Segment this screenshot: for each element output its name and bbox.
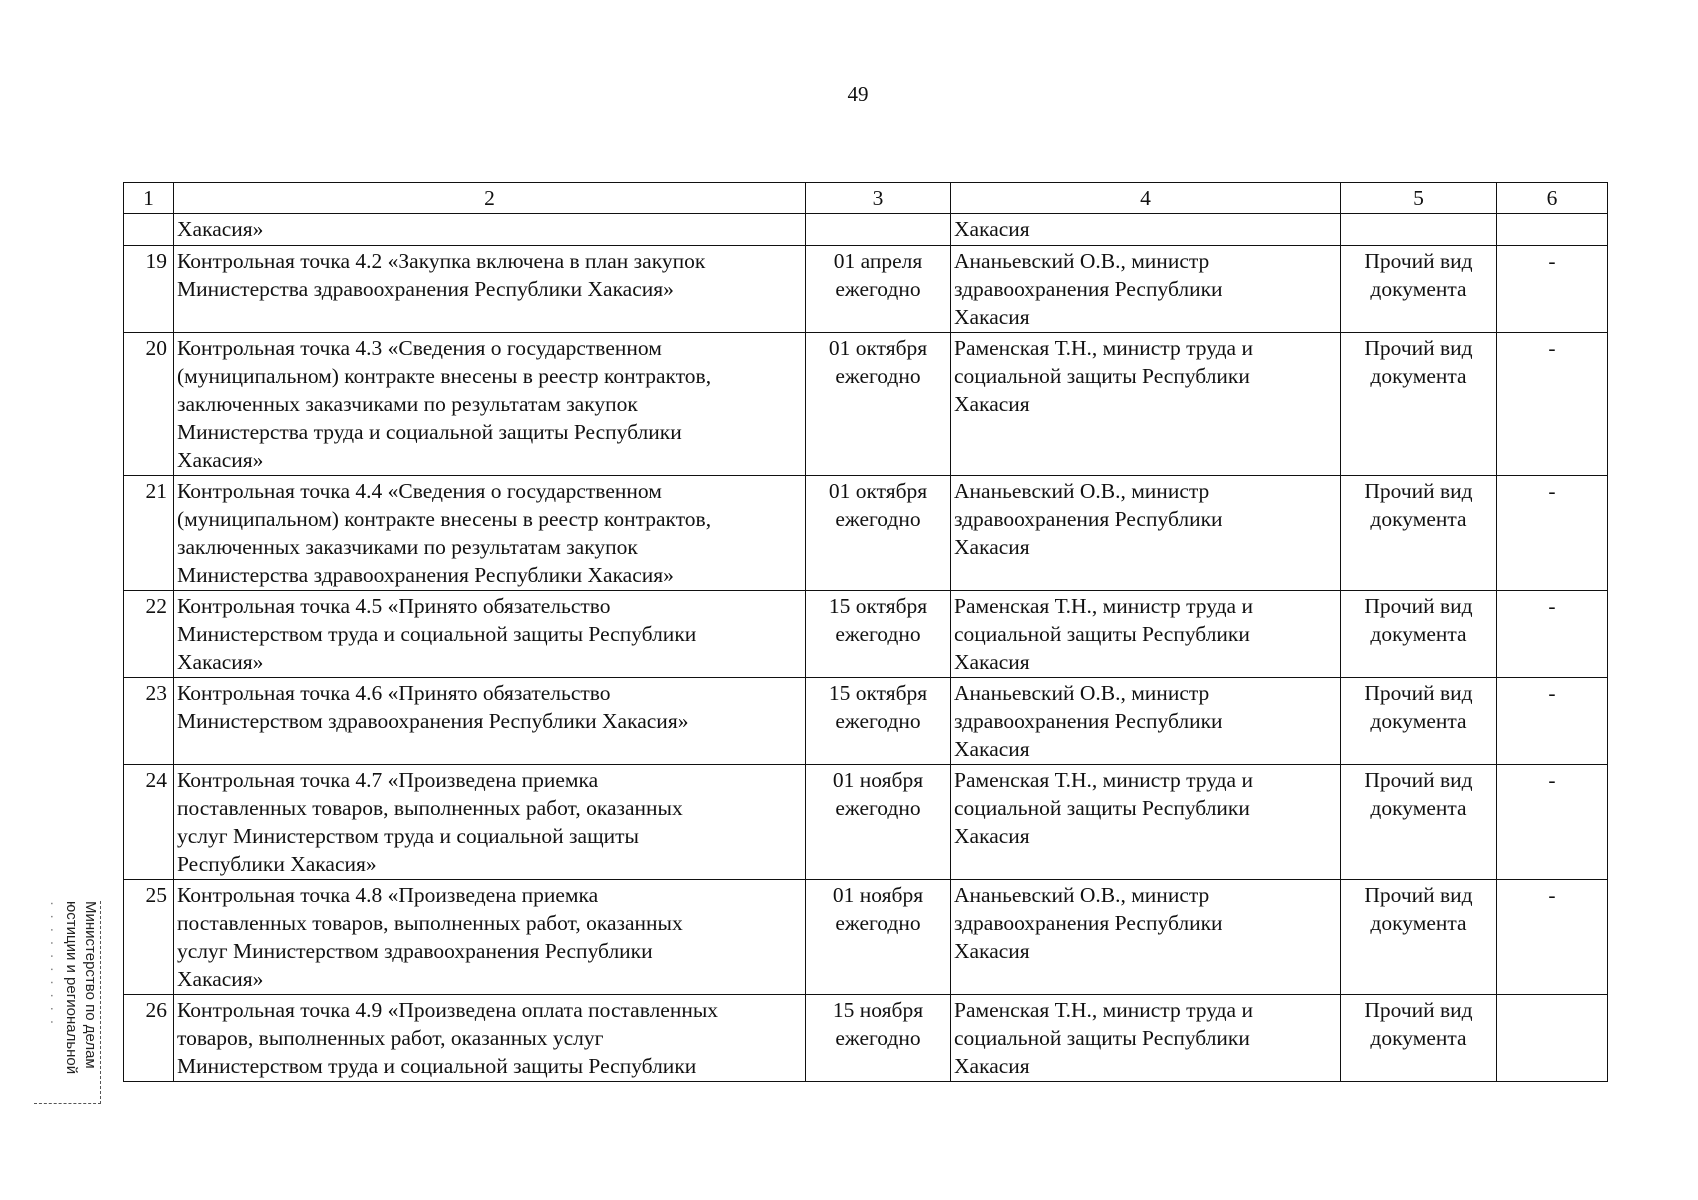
document-type-cell <box>1341 995 1497 1082</box>
responsible-person-line: Хакасия <box>954 1054 1030 1078</box>
note-mark: - <box>1548 594 1556 618</box>
deadline-line: ежегодно <box>835 507 921 531</box>
responsible-person-line: социальной защиты Республики <box>954 1026 1250 1050</box>
row-number-cell <box>124 880 174 995</box>
responsible-person-cell <box>951 214 1341 246</box>
table-row <box>124 214 1608 246</box>
table-row <box>124 995 1608 1082</box>
row-number: 25 <box>145 883 167 907</box>
control-point-text-line: (муниципальном) контракте внесены в реестр контрактов, <box>177 364 712 388</box>
document-type-line: Прочий вид <box>1364 249 1473 273</box>
document-type-line: Прочий вид <box>1364 479 1473 503</box>
note-mark-cell <box>1497 880 1608 995</box>
control-point-text-line: Хакасия» <box>177 650 264 674</box>
document-type-cell <box>1341 678 1497 765</box>
control-point-text-line: Хакасия» <box>177 448 264 472</box>
note-mark: - <box>1548 479 1556 503</box>
responsible-person-cell <box>951 333 1341 476</box>
deadline-line: ежегодно <box>835 709 921 733</box>
deadline-line: ежегодно <box>835 277 921 301</box>
control-point-text-line: Министерства здравоохранения Республики Хакасия» <box>177 277 674 301</box>
control-point-text-line: поставленных товаров, выполненных работ, оказанных <box>177 796 683 820</box>
control-point-text-line: Министерством труда и социальной защиты Республики <box>177 622 697 646</box>
responsible-person-cell <box>951 591 1341 678</box>
responsible-person-line: Раменская Т.Н., министр труда и <box>954 768 1253 792</box>
control-point-text-cell <box>174 214 806 246</box>
control-point-text-line: (муниципальном) контракте внесены в реестр контрактов, <box>177 507 712 531</box>
responsible-person-line: социальной защиты Республики <box>954 622 1250 646</box>
responsible-person-cell <box>951 880 1341 995</box>
document-type-cell <box>1341 214 1497 246</box>
deadline-cell <box>806 995 951 1082</box>
control-point-text-line: Контрольная точка 4.2 «Закупка включена в план закупок <box>177 249 706 273</box>
column-header: 4 <box>951 183 1341 214</box>
note-mark: - <box>1548 681 1556 705</box>
deadline-line: 01 октября <box>828 336 928 360</box>
document-type-cell <box>1341 476 1497 591</box>
column-header: 2 <box>174 183 806 214</box>
note-mark-cell <box>1497 214 1608 246</box>
note-mark: - <box>1548 249 1556 273</box>
control-point-text-line: услуг Министерством труда и социальной защиты <box>177 824 639 848</box>
responsible-person-line: Хакасия <box>954 650 1030 674</box>
control-point-text-line: поставленных товаров, выполненных работ, оказанных <box>177 911 683 935</box>
table-row <box>124 591 1608 678</box>
deadline-cell <box>806 476 951 591</box>
responsible-person-line: социальной защиты Республики <box>954 364 1250 388</box>
responsible-person-line: социальной защиты Республики <box>954 796 1250 820</box>
deadline-cell <box>806 246 951 333</box>
row-number-cell <box>124 591 174 678</box>
control-point-text-line: Контрольная точка 4.8 «Произведена приемка <box>177 883 599 907</box>
row-number-cell <box>124 995 174 1082</box>
document-type-line: документа <box>1370 911 1467 935</box>
deadline-line: ежегодно <box>835 1026 921 1050</box>
deadline-cell <box>806 333 951 476</box>
document-type-line: Прочий вид <box>1364 768 1473 792</box>
document-type-cell <box>1341 246 1497 333</box>
responsible-person-line: здравоохранения Республики <box>954 911 1223 935</box>
document-type-line: документа <box>1370 507 1467 531</box>
row-number-cell <box>124 214 174 246</box>
stamp-line: Министерство по делам <box>82 901 99 1069</box>
row-number-cell <box>124 476 174 591</box>
document-type-line: документа <box>1370 796 1467 820</box>
responsible-person-line: Хакасия <box>954 392 1030 416</box>
document-type-line: Прочий вид <box>1364 681 1473 705</box>
table-body <box>124 183 1608 1082</box>
row-number: 19 <box>145 249 167 273</box>
responsible-person-line: Раменская Т.Н., министр труда и <box>954 594 1253 618</box>
row-number: 20 <box>145 336 167 360</box>
row-number-cell <box>124 678 174 765</box>
responsible-person-line: Хакасия <box>954 305 1030 329</box>
document-type-line: документа <box>1370 277 1467 301</box>
responsible-person-line: Ананьевский О.В., министр <box>954 479 1210 503</box>
note-mark-cell <box>1497 246 1608 333</box>
responsible-person-line: Ананьевский О.В., министр <box>954 249 1210 273</box>
table-row <box>124 880 1608 995</box>
control-point-text-cell <box>174 246 806 333</box>
control-point-text-line: Контрольная точка 4.6 «Принято обязательство <box>177 681 611 705</box>
document-type-line: документа <box>1370 622 1467 646</box>
responsible-person-line: Раменская Т.Н., министр труда и <box>954 336 1253 360</box>
control-point-text-line: Контрольная точка 4.9 «Произведена оплата поставленных <box>177 998 719 1022</box>
responsible-person-line: Хакасия <box>954 939 1030 963</box>
row-number: 24 <box>145 768 167 792</box>
responsible-person-line: Раменская Т.Н., министр труда и <box>954 998 1253 1022</box>
responsible-person-line: Хакасия <box>954 535 1030 559</box>
document-type-line: документа <box>1370 1026 1467 1050</box>
responsible-person-line: Хакасия <box>954 737 1030 761</box>
control-point-text-line: Контрольная точка 4.7 «Произведена приемка <box>177 768 599 792</box>
control-point-text-line: заключенных заказчиками по результатам закупок <box>177 392 638 416</box>
document-type-line: Прочий вид <box>1364 998 1473 1022</box>
responsible-person-line: Хакасия <box>954 217 1030 241</box>
control-point-text-line: Контрольная точка 4.3 «Сведения о государственном <box>177 336 662 360</box>
control-point-text-line: Министерством труда и социальной защиты Республики <box>177 1054 697 1078</box>
deadline-cell <box>806 765 951 880</box>
row-number-cell <box>124 765 174 880</box>
control-point-text-line: Хакасия» <box>177 967 264 991</box>
control-point-text-cell <box>174 333 806 476</box>
column-header: 5 <box>1341 183 1497 214</box>
table-header-row <box>124 183 1608 214</box>
page-number: 49 <box>847 82 869 106</box>
control-point-text-line: услуг Министерством здравоохранения Республики <box>177 939 653 963</box>
deadline-line: 01 ноября <box>832 768 924 792</box>
deadline-line: 01 апреля <box>833 249 923 273</box>
row-number: 26 <box>145 998 167 1022</box>
deadline-line: ежегодно <box>835 911 921 935</box>
control-point-text-line: Министерства труда и социальной защиты Республики <box>177 420 682 444</box>
document-type-line: Прочий вид <box>1364 336 1473 360</box>
note-mark-cell <box>1497 995 1608 1082</box>
table-row <box>124 476 1608 591</box>
responsible-person-line: Хакасия <box>954 824 1030 848</box>
responsible-person-cell <box>951 678 1341 765</box>
deadline-cell <box>806 678 951 765</box>
document-type-line: Прочий вид <box>1364 883 1473 907</box>
responsible-person-line: здравоохранения Республики <box>954 507 1223 531</box>
document-type-cell <box>1341 765 1497 880</box>
control-point-text-line: товаров, выполненных работ, оказанных услуг <box>177 1026 604 1050</box>
deadline-cell <box>806 591 951 678</box>
row-number: 22 <box>145 594 167 618</box>
control-point-text-cell <box>174 591 806 678</box>
note-mark: - <box>1548 883 1556 907</box>
deadline-line: ежегодно <box>835 622 921 646</box>
control-point-text-line: Контрольная точка 4.4 «Сведения о государственном <box>177 479 662 503</box>
column-header: 1 <box>124 183 174 214</box>
row-number-cell <box>124 246 174 333</box>
document-type-cell <box>1341 880 1497 995</box>
control-point-text-line: Хакасия» <box>177 217 264 241</box>
note-mark-cell <box>1497 678 1608 765</box>
table-row <box>124 678 1608 765</box>
column-header: 3 <box>806 183 951 214</box>
table-row <box>124 333 1608 476</box>
deadline-line: 15 ноября <box>832 998 924 1022</box>
table-row <box>124 246 1608 333</box>
deadline-line: 15 октября <box>828 681 928 705</box>
responsible-person-line: здравоохранения Республики <box>954 277 1223 301</box>
control-point-text-line: Министерством здравоохранения Республики Хакасия» <box>177 709 689 733</box>
control-point-text-line: Контрольная точка 4.5 «Принято обязательство <box>177 594 611 618</box>
responsible-person-cell <box>951 765 1341 880</box>
row-number: 21 <box>145 479 167 503</box>
deadline-cell <box>806 880 951 995</box>
deadline-line: ежегодно <box>835 364 921 388</box>
control-point-text-cell <box>174 765 806 880</box>
document-type-line: Прочий вид <box>1364 594 1473 618</box>
responsible-person-line: Ананьевский О.В., министр <box>954 883 1210 907</box>
row-number-cell <box>124 333 174 476</box>
row-number: 23 <box>145 681 167 705</box>
responsible-person-cell <box>951 476 1341 591</box>
table-row <box>124 765 1608 880</box>
note-mark-cell <box>1497 765 1608 880</box>
note-mark-cell <box>1497 476 1608 591</box>
document-type-line: документа <box>1370 709 1467 733</box>
stamp-faint-line: · · · · · · · · · · <box>44 901 61 1027</box>
control-point-text-cell <box>174 995 806 1082</box>
deadline-line: 15 октября <box>828 594 928 618</box>
document-type-cell <box>1341 591 1497 678</box>
control-points-table <box>123 182 1608 1082</box>
note-mark-cell <box>1497 591 1608 678</box>
note-mark-cell <box>1497 333 1608 476</box>
control-point-text-cell <box>174 678 806 765</box>
responsible-person-line: здравоохранения Республики <box>954 709 1223 733</box>
registration-stamp <box>34 901 101 1104</box>
responsible-person-cell <box>951 995 1341 1082</box>
deadline-line: 01 ноября <box>832 883 924 907</box>
responsible-person-line: Ананьевский О.В., министр <box>954 681 1210 705</box>
note-mark: - <box>1548 768 1556 792</box>
deadline-line: 01 октября <box>828 479 928 503</box>
control-point-text-line: заключенных заказчиками по результатам закупок <box>177 535 638 559</box>
stamp-line: юстиции и региональной <box>63 901 80 1075</box>
note-mark: - <box>1548 336 1556 360</box>
deadline-cell <box>806 214 951 246</box>
responsible-person-cell <box>951 246 1341 333</box>
deadline-line: ежегодно <box>835 796 921 820</box>
column-header: 6 <box>1497 183 1608 214</box>
control-point-text-cell <box>174 476 806 591</box>
document-type-line: документа <box>1370 364 1467 388</box>
document-type-cell <box>1341 333 1497 476</box>
control-point-text-line: Министерства здравоохранения Республики Хакасия» <box>177 563 674 587</box>
control-point-text-line: Республики Хакасия» <box>177 852 377 876</box>
control-point-text-cell <box>174 880 806 995</box>
